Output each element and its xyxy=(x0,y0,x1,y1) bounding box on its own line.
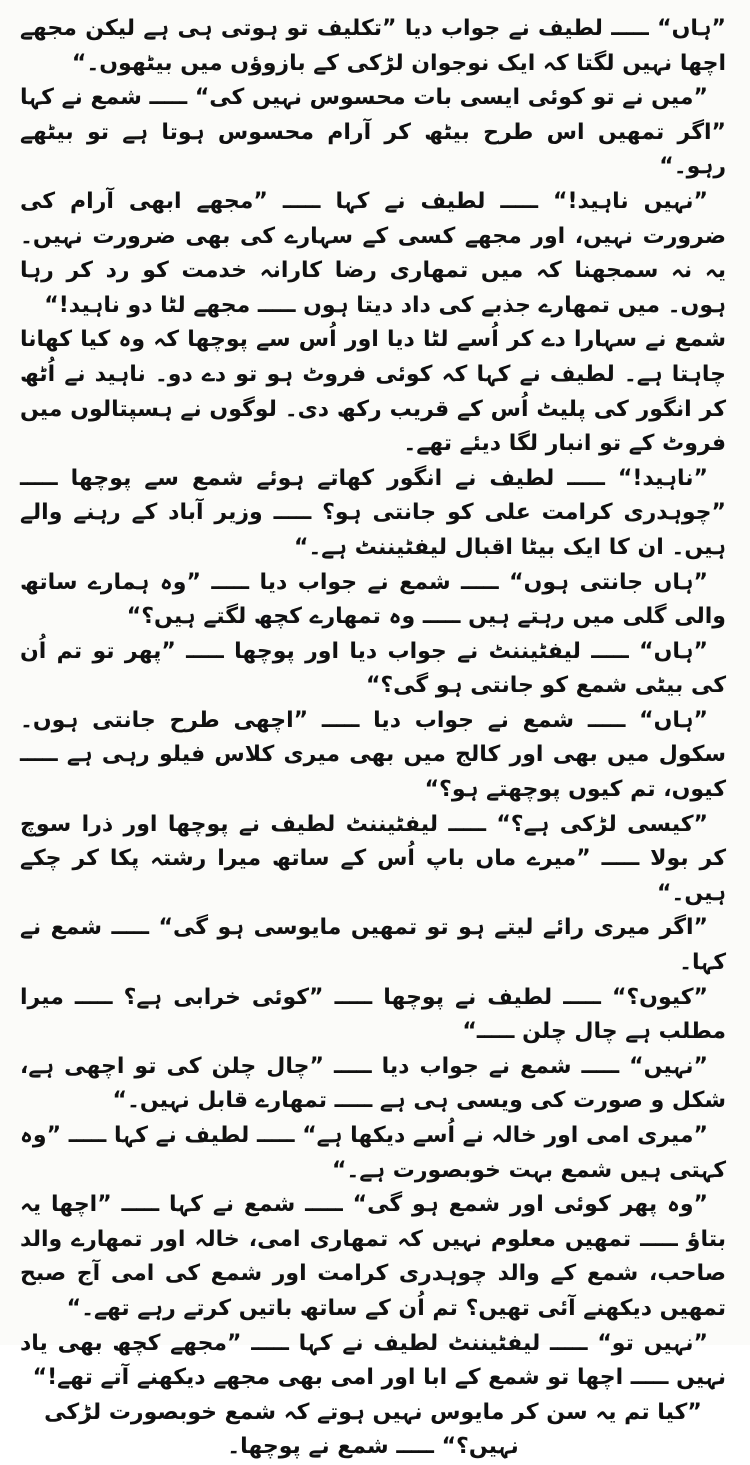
urdu-text-column xyxy=(20,12,726,1465)
paragraph: ”اگر میری رائے لیتے ہو تو تمھیں مایوسی ہو گی“ ـــــ شمع نے کہا۔ xyxy=(20,915,726,976)
paragraph: ”نہیں تو“ ـــــ لیفٹیننٹ لطیف نے کہا ـــــ ”مجھے کچھ بھی یاد نہیں ـــــ اچھا تو شمع کے ابا اور امی بھی مجھے دیکھنے آتے تھے!“ xyxy=(20,1330,726,1391)
paragraph: ”نہیں“ ـــــ شمع نے جواب دیا ـــــ ”چال چلن کی تو اچھی ہے، شکل و صورت کی ویسی ہی ہے ـــــ تمھارے قابل نہیں۔“ xyxy=(20,1053,726,1114)
paragraph: ”کیوں؟“ ـــــ لطیف نے پوچھا ـــــ ”کوئی خرابی ہے؟ ـــــ میرا مطلب ہے چال چلن ـــــ“ xyxy=(20,984,726,1045)
paragraph: ”کیسی لڑکی ہے؟“ ـــــ لیفٹیننٹ لطیف نے پوچھا اور ذرا سوچ کر بولا ـــــ ”میرے ماں باپ اُس کے ساتھ میرا رشتہ پکا کر چکے ہیں۔“ xyxy=(20,811,726,906)
paragraph: ”وہ پھر کوئی اور شمع ہو گی“ ـــــ شمع نے کہا ـــــ ”اچھا یہ بتاؤ ـــــ تمھیں معلوم نہیں کہ تمھاری امی، خالہ اور تمھارے والد صاحب، شمع کے والد چوہدری کرامت اور شمع کی امی آج صبح تمھیں دیکھنے آئی تھیں؟ تم اُن کے ساتھ باتیں کرتے رہے تھے۔“ xyxy=(20,1192,726,1321)
paragraph: ”کیا تم یہ سن کر مایوس نہیں ہوتے کہ شمع خوبصورت لڑکی نہیں؟“ ـــــ شمع نے پوچھا۔ xyxy=(44,1399,702,1460)
paragraph: ”ہاں“ ـــــ شمع نے جواب دیا ـــــ ”اچھی طرح جانتی ہوں۔ سکول میں بھی اور کالج میں بھی میری کلاس فیلو رہی ہے ـــــ کیوں، تم کیوں پوچھتے ہو؟“ xyxy=(20,707,726,803)
paragraph: ”ہاں“ ـــــ لیفٹیننٹ نے جواب دیا اور پوچھا ـــــ ”پھر تو تم اُن کی بیٹی شمع کو جانتی ہو گی؟“ xyxy=(20,638,726,699)
paragraph: ”ہاں جانتی ہوں“ ـــــ شمع نے جواب دیا ـــــ ”وہ ہمارے ساتھ والی گلی میں رہتے ہیں ـــــ وہ تمھارے کچھ لگتے ہیں؟“ xyxy=(20,569,726,630)
paragraph: ”میں نے تو کوئی ایسی بات محسوس نہیں کی“ ـــــ شمع نے کہا ”اگر تمھیں اس طرح بیٹھ کر آرام محسوس ہوتا ہے تو بیٹھے رہو۔“ xyxy=(20,85,726,180)
paragraph: ”ہاں“ ـــــ لطیف نے جواب دیا ”تکلیف تو ہوتی ہی ہے لیکن مجھے اچھا نہیں لگتا کہ ایک نوجوان لڑکی کے بازوؤں میں بیٹھوں۔“ xyxy=(20,16,726,76)
paragraph: شمع نے سہارا دے کر اُسے لٹا دیا اور اُس سے پوچھا کہ وہ کیا کھانا چاہتا ہے۔ لطیف نے کہا کہ کوئی فروٹ ہو تو دے دو۔ ناہید نے اُٹھ کر انگور کی پلیٹ اُس کے قریب رکھ دی۔ لوگوں نے ہسپتالوں میں فروٹ کے تو انبار لگا دیئے تھے۔ xyxy=(20,327,726,457)
paragraph: ”ناہید!“ ـــــ لطیف نے انگور کھاتے ہوئے شمع سے پوچھا ـــــ ”چوہدری کرامت علی کو جانتی ہو؟ ـــــ وزیر آباد کے رہنے والے ہیں۔ ان کا ایک بیٹا اقبال لیفٹیننٹ ہے۔“ xyxy=(20,465,726,560)
paragraph: ”میری امی اور خالہ نے اُسے دیکھا ہے“ ـــــ لطیف نے کہا ـــــ ”وہ کہتی ہیں شمع بہت خوبصورت ہے۔“ xyxy=(20,1123,726,1183)
paragraph: ”نہیں ناہید!“ ـــــ لطیف نے کہا ـــــ ”مجھے ابھی آرام کی ضرورت نہیں، اور مجھے کسی کے سہارے کی بھی ضرورت نہیں۔ یہ نہ سمجھنا کہ میں تمھاری رضا کارانہ خدمت کو رد کر رہا ہوں۔ میں تمھارے جذبے کی داد دیتا ہوں ـــــ مجھے لٹا دو ناہید!“ xyxy=(20,188,726,318)
